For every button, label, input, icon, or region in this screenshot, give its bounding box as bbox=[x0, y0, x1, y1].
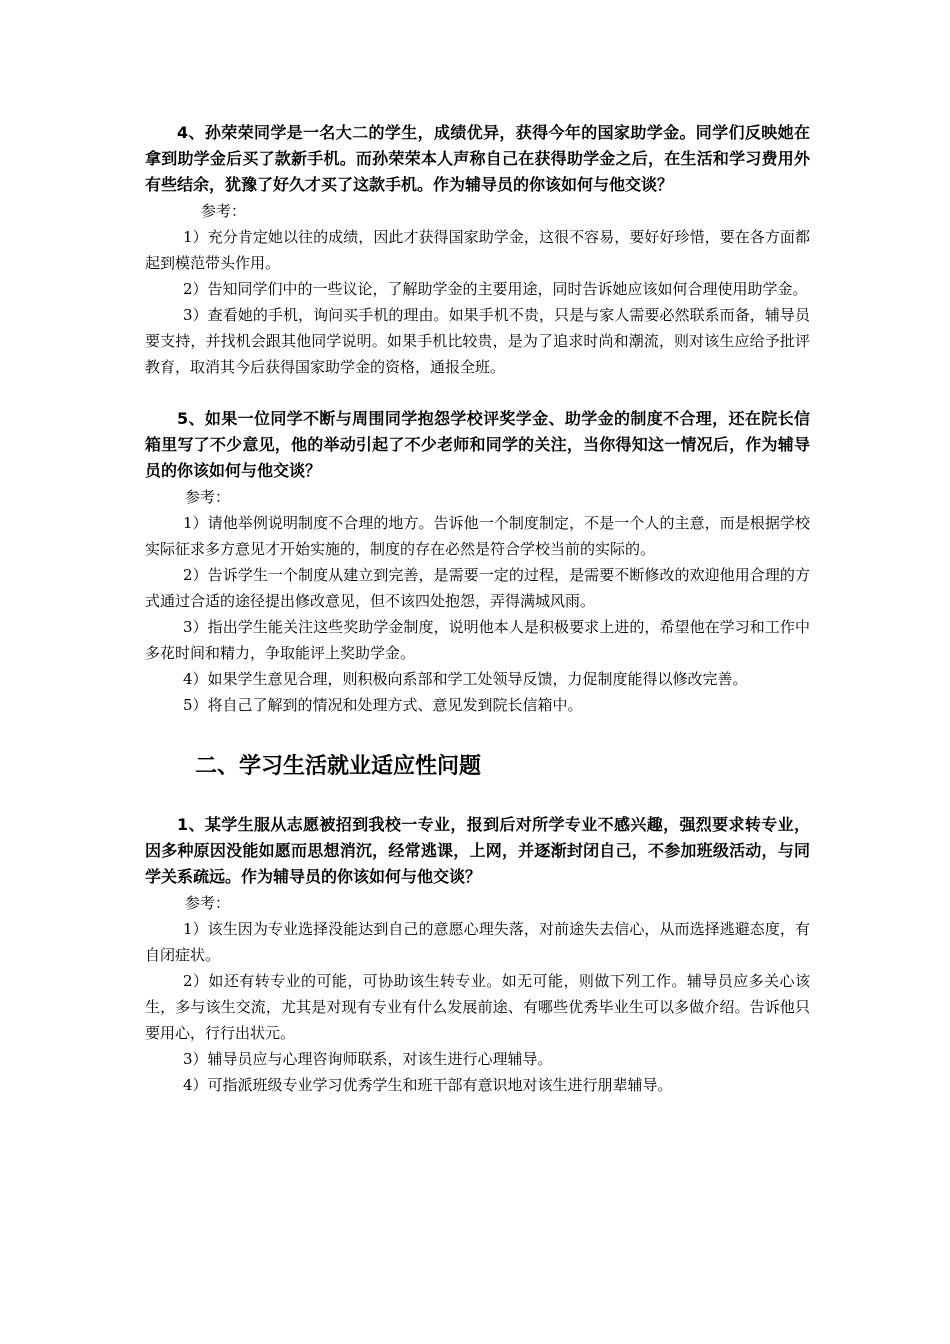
answer-point: 2）如还有转专业的可能，可协助该生转专业。如无可能，则做下列工作。辅导员应多关心该生，多与该生交流，尤其是对现有专业有什么发展前途、有哪些优秀毕业生可以多做介绍。告诉他只要用心，行行出状元。 bbox=[145, 972, 810, 1042]
answer-point: 2）告诉学生一个制度从建立到完善，是需要一定的过程，是需要不断修改的欢迎他用合理的方式通过合适的途径提出修改意见，但不该四处抱怨，弄得满城风雨。 bbox=[145, 566, 810, 610]
document-page bbox=[145, 120, 810, 1098]
answer-point: 1）充分肯定她以往的成绩，因此才获得国家助学金，这很不容易，要好好珍惜，要在各方面都起到模范带头作用。 bbox=[145, 228, 810, 272]
answer-point: 1）请他举例说明制度不合理的地方。告诉他一个制度制定，不是一个人的主意，而是根据学校实际征求多方意见才开始实施的，制度的存在必然是符合学校当前的实际的。 bbox=[145, 514, 810, 558]
answer-point: 3）指出学生能关注这些奖助学金制度，说明他本人是积极要求上进的，希望他在学习和工作中多花时间和精力，争取能评上奖助学金。 bbox=[145, 618, 810, 662]
answer-point: 1）该生因为专业选择没能达到自己的意愿心理失落，对前途失去信心，从而选择逃避态度，有自闭症状。 bbox=[145, 920, 810, 964]
answer-point: 3）查看她的手机，询问买手机的理由。如果手机不贵，只是与家人需要必然联系而备，辅导员要支持，并找机会跟其他同学说明。如果手机比较贵，是为了追求时尚和潮流，则对该生应给予批评教育，取消其今后获得国家助学金的资格，通报全班。 bbox=[145, 306, 810, 376]
section2-question-1: 1、某学生服从志愿被招到我校一专业，报到后对所学专业不感兴趣，强烈要求转专业，因多种原因没能如愿而思想消沉，经常逃课，上网，并逐渐封闭自己，不参加班级活动，与同学关系疏远。作为辅导员的你该如何与他交谈？ bbox=[145, 815, 810, 886]
answer-point: 4）可指派班级专业学习优秀学生和班干部有意识地对该生进行朋辈辅导。 bbox=[183, 1076, 673, 1094]
answer-point: 3）辅导员应与心理咨询师联系，对该生进行心理辅导。 bbox=[183, 1050, 553, 1068]
reference-label: 参考： bbox=[201, 202, 247, 220]
section-heading: 二、学习生活就业适应性问题 bbox=[195, 754, 482, 779]
reference-label: 参考： bbox=[185, 894, 231, 912]
question-5: 5、如果一位同学不断与周围同学抱怨学校评奖学金、助学金的制度不合理，还在院长信箱里写了不少意见，他的举动引起了不少老师和同学的关注，当你得知这一情况后，作为辅导员的你该如何与他交谈？ bbox=[145, 409, 810, 480]
reference-label: 参考： bbox=[185, 488, 231, 506]
answer-point: 5）将自己了解到的情况和处理方式、意见发到院长信箱中。 bbox=[183, 696, 583, 714]
question-4: 4、孙荣荣同学是一名大二的学生，成绩优异，获得今年的国家助学金。同学们反映她在拿到助学金后买了款新手机。而孙荣荣本人声称自己在获得助学金之后，在生活和学习费用外有些结余，犹豫了好久才买了这款手机。作为辅导员的你该如何与他交谈？ bbox=[145, 123, 810, 194]
answer-point: 2）告知同学们中的一些议论，了解助学金的主要用途，同时告诉她应该如何合理使用助学金。 bbox=[183, 280, 808, 298]
answer-point: 4）如果学生意见合理，则积极向系部和学工处领导反馈，力促制度能得以修改完善。 bbox=[183, 670, 748, 688]
